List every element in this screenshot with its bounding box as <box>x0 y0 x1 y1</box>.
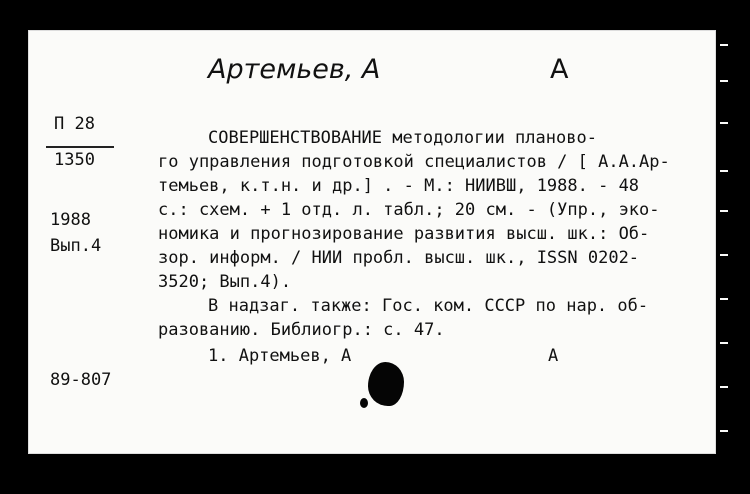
handwritten-author: Артемьев, А <box>208 54 381 85</box>
entry-line-5: номика и прогнозирование развития высш. шк.: Об- <box>158 224 650 244</box>
handwritten-letter: А <box>550 54 569 85</box>
shelfmark-issue: Вып.4 <box>50 236 102 256</box>
shelfmark-line2: 1350 <box>54 150 95 170</box>
note-line-1: В надзаг. также: Гос. ком. СССР по нар. об- <box>208 296 649 316</box>
entry-line-7: 3520; Вып.4). <box>158 272 292 292</box>
shelfmark-divider <box>46 146 114 148</box>
note-line-2: разованию. Библиогр.: с. 47. <box>158 320 445 340</box>
entry-line-3: темьев, к.т.н. и др.] . - М.: НИИВШ, 1988. - 48 <box>158 176 640 196</box>
tracing-entry: 1. Артемьев, А <box>208 346 352 366</box>
ink-blot <box>368 362 404 406</box>
ink-spot <box>360 398 368 408</box>
scan-border-left <box>0 0 28 494</box>
scan-border-top <box>0 0 750 30</box>
scan-edge-marks <box>716 40 750 450</box>
entry-line-1: СОВЕРШЕНСТВОВАНИЕ методологии планово- <box>208 128 597 148</box>
tracing-letter: А <box>548 346 559 366</box>
shelfmark-year: 1988 <box>50 210 91 230</box>
entry-line-4: с.: схем. + 1 отд. л. табл.; 20 см. - (Упр., эко- <box>158 200 660 220</box>
entry-line-6: зор. информ. / НИИ пробл. высш. шк., ISSN 0202- <box>158 248 640 268</box>
shelfmark-line1: П 28 <box>54 114 95 134</box>
entry-line-2: го управления подготовкой специалистов / [ А.А.Ар- <box>158 152 670 172</box>
scan-border-bottom <box>0 454 750 494</box>
inventory-number: 89-807 <box>50 370 112 390</box>
